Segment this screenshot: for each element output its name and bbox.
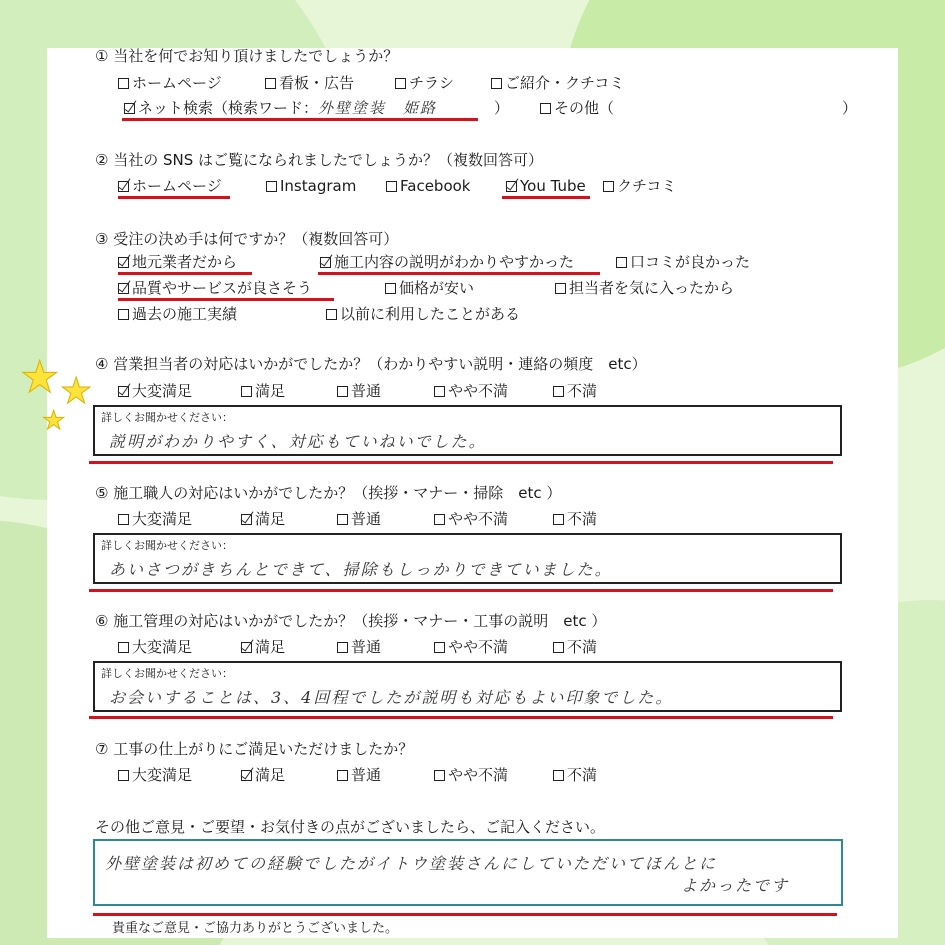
option-label: 過去の施工実績 bbox=[132, 305, 238, 323]
option-label: やや不満 bbox=[448, 382, 509, 400]
checkbox[interactable] bbox=[553, 770, 564, 781]
checkbox[interactable] bbox=[118, 514, 129, 525]
question-3-title: ③ 受注の決め手は何ですか？（複数回答可） bbox=[95, 230, 399, 248]
q7-rating-very-satisfied[interactable] bbox=[118, 766, 192, 784]
checkbox-checked[interactable] bbox=[320, 257, 331, 268]
star-icon: ★ bbox=[60, 371, 93, 412]
question-5-title: ⑤ 施工職人の対応はいかがでしたか？（挨拶・マナー・掃除 etc ） bbox=[95, 484, 562, 502]
checkbox[interactable] bbox=[265, 78, 276, 89]
question-2-title: ② 当社の SNS はご覧になられましたでしょうか？（複数回答可） bbox=[95, 151, 544, 169]
option-label: Facebook bbox=[400, 177, 471, 195]
bracket-close: ） bbox=[842, 99, 858, 117]
option-label: 不満 bbox=[567, 766, 598, 784]
comment-label: 詳しくお聞かせください： bbox=[101, 667, 233, 680]
q5-rating-satisfied[interactable] bbox=[241, 510, 285, 528]
q3-option-price[interactable] bbox=[385, 279, 474, 297]
option-label: You Tube bbox=[520, 177, 586, 195]
option-label: 価格が安い bbox=[399, 279, 475, 297]
checkbox-checked[interactable] bbox=[118, 386, 129, 397]
checkbox[interactable] bbox=[491, 78, 502, 89]
checkbox[interactable] bbox=[434, 770, 445, 781]
checkbox[interactable] bbox=[555, 283, 566, 294]
q1-option-signboard[interactable] bbox=[265, 74, 354, 92]
q5-rating-dissatisfied[interactable] bbox=[553, 510, 597, 528]
q1-option-other[interactable] bbox=[540, 99, 614, 117]
checkbox-checked[interactable] bbox=[118, 283, 129, 294]
red-underline bbox=[89, 461, 833, 464]
q6-rating-satisfied[interactable] bbox=[241, 638, 285, 656]
option-label: 担当者を気に入ったから bbox=[569, 279, 735, 297]
checkbox[interactable] bbox=[337, 386, 348, 397]
handwritten-answer: お会いすることは、3、4回程でしたが説明も対応もよい印象でした。 bbox=[109, 688, 674, 707]
q7-rating-dissatisfied[interactable] bbox=[553, 766, 597, 784]
option-label: Instagram bbox=[280, 177, 357, 195]
option-label: 満足 bbox=[255, 382, 286, 400]
checkbox-checked[interactable] bbox=[118, 257, 129, 268]
option-label: 普通 bbox=[351, 766, 382, 784]
red-underline bbox=[89, 716, 833, 719]
checkbox[interactable] bbox=[434, 642, 445, 653]
comment-label: 詳しくお聞かせください： bbox=[101, 539, 233, 552]
handwritten-answer: よかったです bbox=[681, 876, 790, 895]
option-label: やや不満 bbox=[448, 510, 509, 528]
q1-option-homepage[interactable] bbox=[118, 74, 222, 92]
option-label: やや不満 bbox=[448, 638, 509, 656]
checkbox[interactable] bbox=[118, 78, 129, 89]
bracket-close: ） bbox=[494, 99, 510, 117]
red-underline bbox=[122, 118, 478, 121]
option-label: 大変満足 bbox=[132, 638, 193, 656]
option-label: 地元業者だから bbox=[132, 253, 238, 271]
checkbox-checked[interactable] bbox=[124, 103, 135, 114]
red-underline bbox=[89, 589, 833, 592]
option-label: 満足 bbox=[255, 766, 286, 784]
checkbox[interactable] bbox=[603, 181, 614, 192]
checkbox[interactable] bbox=[118, 309, 129, 320]
checkbox-checked[interactable] bbox=[118, 181, 129, 192]
checkbox-checked[interactable] bbox=[241, 770, 252, 781]
option-label: 看板・広告 bbox=[279, 74, 355, 92]
option-label: 不満 bbox=[567, 510, 598, 528]
q7-rating-satisfied[interactable] bbox=[241, 766, 285, 784]
question-6-title: ⑥ 施工管理の対応はいかがでしたか？（挨拶・マナー・工事の説明 etc ） bbox=[95, 612, 607, 630]
q6-rating-neutral[interactable] bbox=[337, 638, 381, 656]
q2-option-kuchikomi[interactable] bbox=[603, 177, 676, 195]
q4-comment-box[interactable] bbox=[93, 405, 842, 456]
option-label: 以前に利用したことがある bbox=[340, 305, 521, 323]
option-label: 口コミが良かった bbox=[630, 253, 751, 271]
checkbox[interactable] bbox=[553, 514, 564, 525]
handwritten-answer: 外壁塗装 姫路 bbox=[318, 99, 438, 117]
q5-rating-somewhat-dissatisfied[interactable] bbox=[434, 510, 508, 528]
q3-option-past[interactable] bbox=[118, 305, 237, 323]
checkbox[interactable] bbox=[118, 642, 129, 653]
footer-thanks: 貴重なご意見・ご協力ありがとうございました。 bbox=[112, 921, 399, 936]
q1-option-net-search[interactable] bbox=[124, 99, 437, 117]
q3-option-used[interactable] bbox=[326, 305, 520, 323]
q1-option-flyer[interactable] bbox=[395, 74, 454, 92]
option-label: 普通 bbox=[351, 510, 382, 528]
option-label: チラシ bbox=[409, 74, 455, 92]
red-underline bbox=[118, 272, 252, 275]
red-underline bbox=[118, 298, 334, 301]
q3-option-explanation[interactable] bbox=[320, 253, 574, 271]
q4-rating-dissatisfied[interactable] bbox=[553, 382, 597, 400]
comment-label: 詳しくお聞かせください： bbox=[101, 411, 233, 424]
checkbox[interactable] bbox=[553, 642, 564, 653]
handwritten-answer: あいさつがきちんとできて、掃除もしっかりできていました。 bbox=[109, 560, 613, 579]
checkbox[interactable] bbox=[616, 257, 627, 268]
q6-comment-box[interactable] bbox=[93, 661, 842, 712]
option-label: ホームページ bbox=[132, 74, 222, 92]
checkbox[interactable] bbox=[118, 770, 129, 781]
option-label: その他（ bbox=[554, 99, 615, 117]
checkbox[interactable] bbox=[326, 309, 337, 320]
q7-rating-neutral[interactable] bbox=[337, 766, 381, 784]
red-underline bbox=[93, 913, 837, 916]
option-label: やや不満 bbox=[448, 766, 509, 784]
checkbox[interactable] bbox=[434, 514, 445, 525]
red-underline bbox=[318, 272, 600, 275]
q6-rating-somewhat-dissatisfied[interactable] bbox=[434, 638, 508, 656]
q1-option-referral[interactable] bbox=[491, 74, 624, 92]
option-label: 大変満足 bbox=[132, 766, 193, 784]
handwritten-answer: 外壁塗装は初めての経験でしたがイトウ塗装さんにしていただいてほんとに bbox=[105, 854, 718, 873]
option-label: 大変満足 bbox=[132, 382, 193, 400]
q4-rating-neutral[interactable] bbox=[337, 382, 381, 400]
q3-option-local[interactable] bbox=[118, 253, 237, 271]
option-label: 不満 bbox=[567, 638, 598, 656]
option-label: 満足 bbox=[255, 638, 286, 656]
option-label: クチコミ bbox=[617, 177, 677, 195]
q6-rating-very-satisfied[interactable] bbox=[118, 638, 192, 656]
red-underline bbox=[502, 196, 590, 199]
checkbox[interactable] bbox=[241, 386, 252, 397]
checkbox[interactable] bbox=[266, 181, 277, 192]
q2-option-homepage[interactable] bbox=[118, 177, 222, 195]
q4-rating-very-satisfied[interactable] bbox=[118, 382, 192, 400]
checkbox[interactable] bbox=[553, 386, 564, 397]
question-1-title: ① 当社を何でお知り頂けましたでしょうか？ bbox=[95, 47, 399, 65]
checkbox-checked[interactable] bbox=[506, 181, 517, 192]
checkbox[interactable] bbox=[434, 386, 445, 397]
option-label: 普通 bbox=[351, 638, 382, 656]
option-label: 不満 bbox=[567, 382, 598, 400]
checkbox[interactable] bbox=[337, 642, 348, 653]
star-icon: ★ bbox=[20, 352, 60, 403]
star-icon: ★ bbox=[42, 406, 66, 436]
option-label: 満足 bbox=[255, 510, 286, 528]
option-label: ご紹介・クチコミ bbox=[505, 74, 625, 92]
q4-rating-somewhat-dissatisfied[interactable] bbox=[434, 382, 508, 400]
checkbox[interactable] bbox=[540, 103, 551, 114]
q2-option-youtube[interactable] bbox=[506, 177, 586, 195]
q2-option-instagram[interactable] bbox=[266, 177, 356, 195]
checkbox[interactable] bbox=[385, 283, 396, 294]
other-comment-box[interactable] bbox=[93, 839, 843, 906]
q5-comment-box[interactable] bbox=[93, 533, 842, 584]
option-label: 施工内容の説明がわかりやすかった bbox=[334, 253, 575, 271]
option-label: 普通 bbox=[351, 382, 382, 400]
q5-rating-neutral[interactable] bbox=[337, 510, 381, 528]
other-comments-title: その他ご意見・ご要望・お気付きの点がございましたら、ご記入ください。 bbox=[95, 818, 606, 836]
q7-rating-somewhat-dissatisfied[interactable] bbox=[434, 766, 508, 784]
checkbox[interactable] bbox=[337, 514, 348, 525]
q3-option-quality[interactable] bbox=[118, 279, 312, 297]
red-underline bbox=[118, 196, 230, 199]
q5-rating-very-satisfied[interactable] bbox=[118, 510, 192, 528]
checkbox[interactable] bbox=[395, 78, 406, 89]
checkbox-checked[interactable] bbox=[241, 642, 252, 653]
option-label: ホームページ bbox=[132, 177, 222, 195]
checkbox[interactable] bbox=[386, 181, 397, 192]
question-7-title: ⑦ 工事の仕上がりにご満足いただけましたか？ bbox=[95, 740, 414, 758]
question-4-title: ④ 営業担当者の対応はいかがでしたか？（わかりやすい説明・連絡の頻度 etc） bbox=[95, 355, 647, 373]
q6-rating-dissatisfied[interactable] bbox=[553, 638, 597, 656]
q2-option-facebook[interactable] bbox=[386, 177, 470, 195]
option-label: 品質やサービスが良さそう bbox=[132, 279, 313, 297]
q3-option-reviews[interactable] bbox=[616, 253, 750, 271]
handwritten-answer: 説明がわかりやすく、対応もていねいでした。 bbox=[109, 432, 487, 451]
option-label: 大変満足 bbox=[132, 510, 193, 528]
checkbox[interactable] bbox=[337, 770, 348, 781]
q3-option-staff[interactable] bbox=[555, 279, 734, 297]
q4-rating-satisfied[interactable] bbox=[241, 382, 285, 400]
option-label: ネット検索（検索ワード： bbox=[138, 99, 319, 117]
checkbox-checked[interactable] bbox=[241, 514, 252, 525]
